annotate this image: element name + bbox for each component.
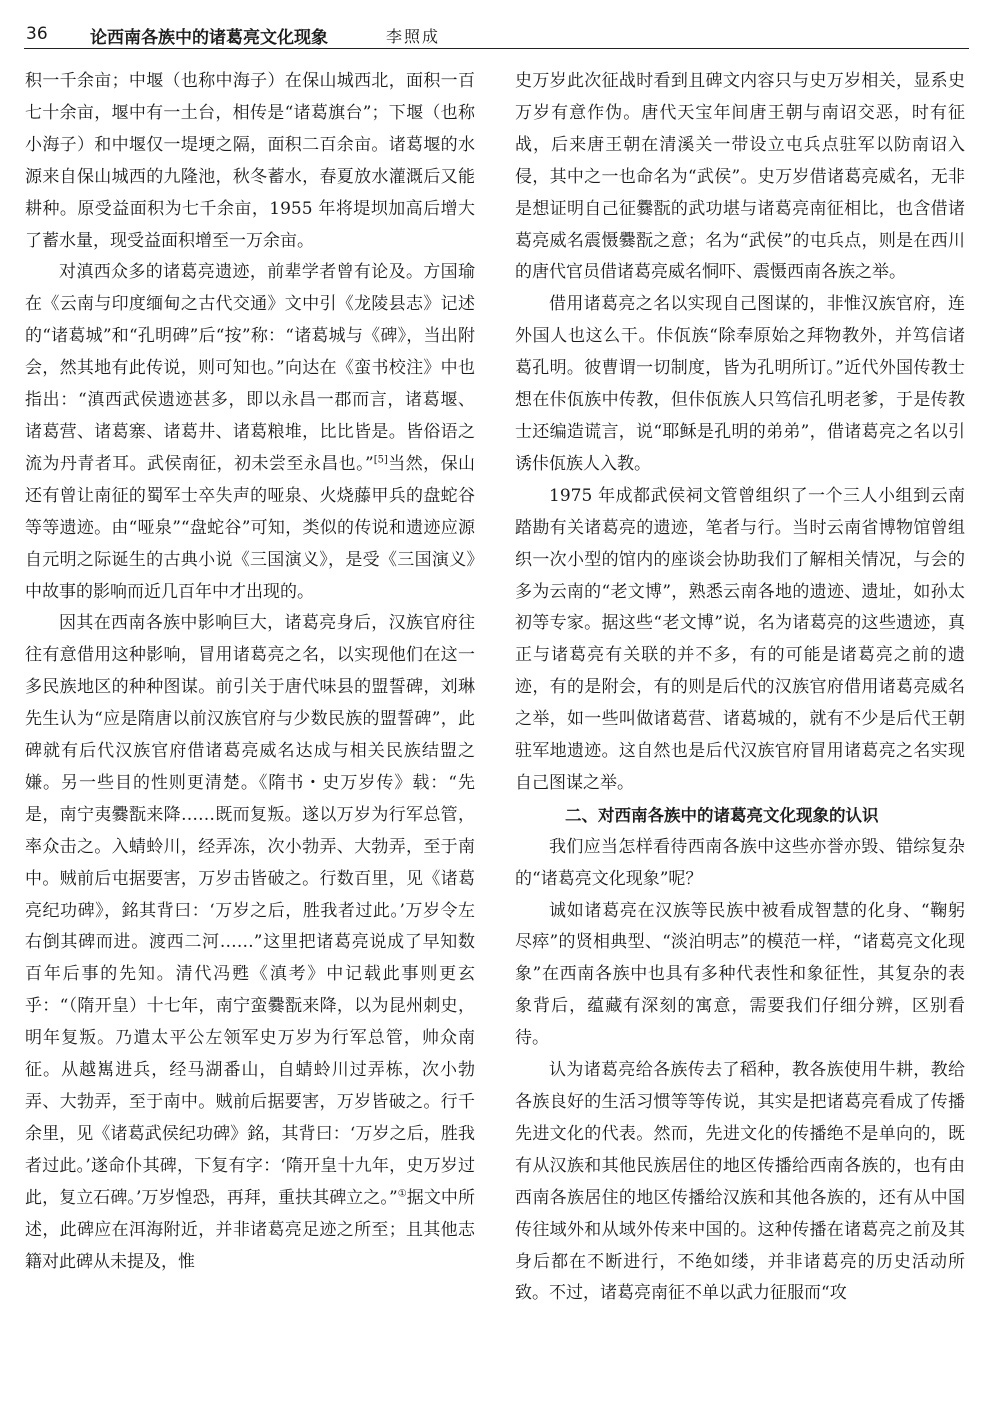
reference-marker: [5] — [373, 454, 388, 466]
paragraph: 史万岁此次征战时看到且碑文内容只与史万岁相关，显系史万岁有意作伪。唐代天宝年间唐王朝与南诏交恶，时有征战，后来唐王朝在清溪关一带设立屯兵点驻军以防南诏入侵，其中之一也命名为“武侯”。史万岁借诸葛亮威名，无非是想证明自己征爨翫的武功堪与诸葛亮南征相比，也含借诸葛亮威名震慑爨翫之意；名为“武侯”的屯兵点，则是在西川的唐代官员借诸葛亮威名恫吓、震慑西南各族之举。 — [515, 71, 965, 283]
paragraph-text: 据文中所述，此碑应在洱海附近，并非诸葛亮足迹之所至；且其他志籍对此碑从未提及，惟 — [25, 1187, 476, 1272]
paragraph-text: 对滇西众多的诸葛亮遗迹，前辈学者曾有论及。方国瑜在《云南与印度缅甸之古代交通》文中引《龙陵县志》记述的“诸葛城”和“孔明碑”后“按”称：“诸葛城与《碑》，当出附会，然其地有此传说，则可知也。”向达在《蛮书校注》中也指出：“滇西武侯遗迹甚多，即以永昌一郡而言，诸葛堰、诸葛营、诸葛寨、诸葛井、诸葛粮堆，比比皆是。皆俗语之流为丹青者耳。武侯南征，初未尝至永昌也。” — [25, 262, 475, 474]
paragraph-text: 因其在西南各族中影响巨大，诸葛亮身后，汉族官府往往有意借用这种影响，冒用诸葛亮之名，以实现他们在这一多民族地区的种种图谋。前引关于唐代味县的盟誓碑，刘琳先生认为“应是隋唐以前汉族官府与少数民族的盟誓碑”，此碑就有后代汉族官府借诸葛亮威名达成与相关民族结盟之嫌。另一些目的性则更清楚。《隋书・史万岁传》载：“先是，南宁夷爨翫来降……既而复叛。遂以万岁为行军总管，率众击之。入蜻蛉川，经弄冻，次小勃弄、大勃弄，至于南中。贼前后屯据要害，万岁击皆破之。行数百里，见《诸葛亮纪功碑》，銘其背曰：‘万岁之后，胜我者过此。’万岁令左右倒其碑而进。渡西二河……”这里把诸葛亮说成了早知数百年后事的先知。清代冯甦《滇考》中记载此事则更玄乎：“（隋开皇）十七年，南宁蛮爨翫来降，以为昆州刺史，明年复叛。乃遣太平公左领军史万岁为行军总管，帅众南征。从越嶲进兵，经马湖番山，自蜻蛉川过弄栋，次小勃弄、大勃弄，至于南中。贼前后据要害，万岁皆破之。行千余里，见《诸葛武侯纪功碑》銘，其背曰：‘万岁之后，胜我者过此。’遂命仆其碑，下复有字：‘隋开皇十九年，史万岁过此，复立石碑。’万岁惶恐，再拜，重扶其碑立之。” — [25, 613, 475, 1208]
paragraph: 认为诸葛亮给各族传去了稻种，教各族使用牛耕，教给各族良好的生活习惯等等传说，其实是把诸葛亮看成了传播先进文化的代表。然而，先进文化的传播绝不是单向的，既有从汉族和其他民族居住的地区传播给西南各族的，也有由西南各族居住的地区传播给汉族和其他各族的，还有从中国传往域外和从域外传来中国的。这种传播在诸葛亮之前及其身后都在不断进行，不绝如缕，并非诸葛亮的历史活动所致。不过，诸葛亮南征不单以武力征服而“攻 — [515, 1060, 965, 1304]
running-header — [24, 22, 969, 49]
paragraph: 积一千余亩；中堰（也称中海子）在保山城西北，面积一百七十余亩，堰中有一土台，相传是“诸葛旗台”；下堰（也称小海子）和中堰仅一堤埂之隔，面积二百余亩。诸葛堰的水源来自保山城西的九隆池，秋冬蓄水，春夏放水灌溉后又能耕种。原受益面积为七千余亩，1955 年将堤坝加高后增大了蓄水量，现受益面积增至一万余亩。 — [25, 71, 475, 251]
paragraph — [25, 257, 475, 608]
paragraph — [25, 608, 475, 1278]
footnote-marker: ① — [397, 1188, 407, 1200]
paragraph: 诚如诸葛亮在汉族等民族中被看成智慧的化身、“鞠躬尽瘁”的贤相典型、“淡泊明志”的模范一样，“诸葛亮文化现象”在西南各族中也具有多种代表性和象征性，其复杂的表象背后，蕴藏有深刻的寓意，需要我们仔细分辨，区别看待。 — [515, 900, 965, 1049]
paragraph-text: 当然，保山还有曾让南征的蜀军士卒失声的哑泉、火烧藤甲兵的盘蛇谷等等遗迹。由“哑泉”“盘蛇谷”可知，类似的传说和遗迹应源自元明之际诞生的古典小说《三国演义》，是受《三国演义》中故事的影响而近几百年中才出现的。 — [25, 453, 476, 602]
author-name: 李照成 — [386, 27, 441, 46]
paragraph: 我们应当怎样看待西南各族中这些亦誉亦毁、错综复杂的“诸葛亮文化现象”呢？ — [515, 836, 965, 889]
left-column — [25, 66, 475, 1278]
paragraph: 1975 年成都武侯祠文管曾组织了一个三人小组到云南踏勘有关诸葛亮的遗迹，笔者与行。当时云南省博物馆曾组织一次小型的馆内的座谈会协助我们了解相关情况，与会的多为云南的“老文博”，熟悉云南各地的遗迹、遗址，如孙太初等专家。据这些“老文博”说，名为诸葛亮的这些遗迹，真正与诸葛亮有关联的并不多，有的可能是诸葛亮之前的遗迹，有的是附会，有的则是后代的汉族官府借用诸葛亮威名之举，如一些叫做诸葛营、诸葛城的，就有不少是后代王朝驻军地遗迹。这自然也是后代汉族官府冒用诸葛亮之名实现自己图谋之举。 — [515, 485, 965, 793]
section-heading: 二、对西南各族中的诸葛亮文化现象的认识 — [565, 805, 879, 825]
page-number: 36 — [26, 24, 48, 44]
right-column — [515, 66, 965, 1310]
paragraph: 借用诸葛亮之名以实现自己图谋的，非惟汉族官府，连外国人也这么干。佧佤族“除奉原始之拜物教外，并笃信诸葛孔明。彼曹谓一切制度，皆为孔明所订。”近代外国传教士想在佧佤族中传教，但佧佤族人只笃信孔明老爹，于是传教士还编造谎言，说“耶稣是孔明的弟弟”，借诸葛亮之名以引诱佧佤族人入教。 — [515, 294, 965, 474]
running-title: 论西南各族中的诸葛亮文化现象 — [90, 28, 328, 48]
